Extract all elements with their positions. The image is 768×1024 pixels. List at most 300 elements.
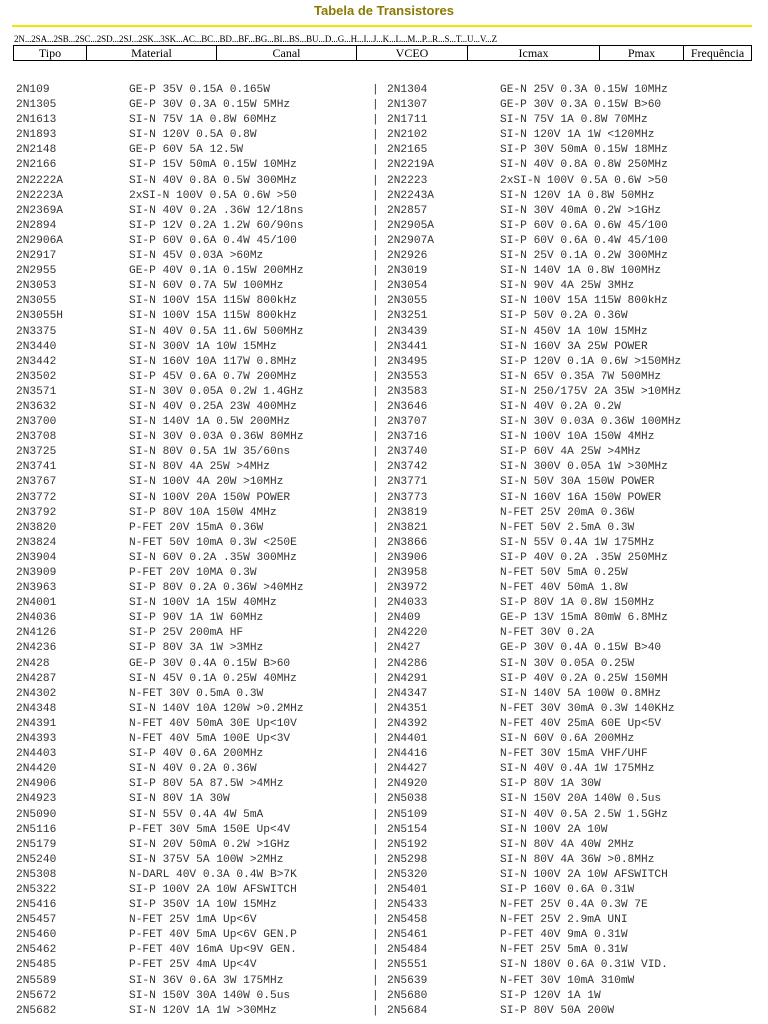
transistor-type-left: 2N3055H — [16, 310, 63, 323]
nav-link-2sd[interactable]: 2SD — [96, 34, 113, 44]
column-divider: | — [372, 612, 379, 625]
transistor-specs-left: SI-N 100V 1A 15W 40MHz — [129, 597, 277, 610]
table-row — [16, 551, 756, 566]
transistor-type-right: 2N4401 — [387, 733, 428, 746]
table-row — [16, 400, 756, 415]
transistor-specs-right: SI-P 40V 0.2A .35W 250MHz — [500, 551, 668, 564]
transistor-type-left: 2N3909 — [16, 567, 57, 579]
transistor-type-left: 2N4287 — [16, 672, 57, 685]
nav-link-2sb[interactable]: 2SB — [53, 34, 69, 44]
transistor-type-left: 2N4403 — [16, 748, 57, 761]
column-divider: | — [372, 959, 379, 972]
table-row — [16, 717, 756, 732]
transistor-type-left: 2N4420 — [16, 763, 57, 776]
nav-separator: ... — [400, 34, 408, 44]
transistor-specs-left: P-FET 40V 16mA Up<9V GEN. — [129, 944, 297, 957]
table-row — [16, 868, 756, 883]
nav-separator: ... — [318, 34, 325, 44]
transistor-type-left: 2N5589 — [16, 974, 57, 987]
nav-link-h[interactable]: H — [350, 34, 357, 44]
transistor-type-left: 2N5485 — [16, 959, 57, 972]
transistor-specs-right: N-FET 50V 5mA 0.25W — [500, 567, 628, 579]
table-row — [16, 325, 756, 340]
transistor-type-right: 2N5109 — [387, 808, 428, 821]
column-divider: | — [372, 944, 379, 957]
nav-separator: ... — [153, 34, 161, 44]
table-row — [16, 158, 756, 173]
nav-separator: ... — [213, 34, 220, 44]
nav-link-2sk[interactable]: 2SK — [138, 34, 154, 44]
transistor-type-right: 2N5684 — [387, 1004, 428, 1017]
transistor-type-right: 2N5639 — [387, 974, 428, 987]
transistor-type-left: 2N4126 — [16, 627, 57, 640]
transistor-specs-left: SI-N 150V 30A 140W 0.5us — [129, 989, 291, 1002]
transistor-specs-right: SI-N 120V 1A 0.8W 50MHz — [500, 189, 655, 202]
transistor-specs-right: SI-N 65V 0.35A 7W 500MHz — [500, 370, 662, 383]
transistor-specs-right: N-FET 30V 15mA VHF/UHF — [500, 748, 648, 761]
transistor-type-right: 2N2219A — [387, 159, 434, 172]
column-divider: | — [372, 189, 379, 202]
transistor-specs-right: GE-P 30V 0.3A 0.15W B>60 — [500, 99, 662, 112]
column-divider: | — [372, 868, 379, 881]
nav-link-d[interactable]: D — [324, 34, 332, 44]
column-divider: | — [372, 325, 379, 338]
transistor-type-right: 2N3055 — [387, 295, 428, 308]
nav-link-p[interactable]: P — [421, 34, 426, 44]
table-row — [16, 249, 756, 264]
transistor-type-right: 2N3906 — [387, 551, 428, 564]
column-divider: | — [372, 733, 379, 746]
transistor-type-right: 2N2243A — [387, 189, 434, 202]
column-divider: | — [372, 234, 379, 247]
column-divider: | — [372, 536, 379, 549]
transistor-specs-left: SI-N 40V 0.25A 23W 400MHz — [129, 400, 297, 413]
column-divider: | — [372, 461, 379, 474]
transistor-type-left: 2N2894 — [16, 219, 57, 232]
table-row — [16, 974, 756, 989]
table-row — [16, 808, 756, 823]
table-row — [16, 279, 756, 294]
table-row — [16, 672, 756, 687]
transistor-specs-right: SI-N 30V 40mA 0.2W >1GHz — [500, 204, 662, 217]
transistor-type-left: 2N3053 — [16, 280, 57, 293]
transistor-specs-right: SI-N 120V 1A 1W <120MHz — [500, 129, 655, 142]
nav-link-2n[interactable]: 2N — [14, 34, 25, 44]
nav-link-m[interactable]: M — [407, 34, 416, 44]
nav-separator: ... — [24, 34, 32, 44]
transistor-specs-left: SI-N 45V 0.1A 0.25W 40MHz — [129, 672, 297, 685]
transistor-specs-left: SI-N 100V 20A 150W POWER — [129, 491, 291, 504]
transistor-specs-right: SI-N 80V 4A 36W >0.8MHz — [500, 853, 655, 866]
column-divider: | — [372, 204, 379, 217]
transistor-type-right: 2N3646 — [387, 400, 428, 413]
transistor-specs-right: SI-P 40V 0.2A 0.25W 150MH — [500, 672, 668, 685]
transistor-specs-right: N-FET 25V 5mA 0.31W — [500, 944, 628, 957]
column-divider: | — [372, 355, 379, 368]
transistor-type-left: 2N5682 — [16, 1004, 57, 1017]
transistor-type-right: 2N3740 — [387, 446, 428, 459]
transistor-type-left: 2N1305 — [16, 99, 57, 112]
nav-separator: ... — [344, 34, 351, 44]
nav-separator: ... — [485, 34, 492, 44]
table-row — [16, 823, 756, 838]
transistor-type-right: 2N3553 — [387, 370, 428, 383]
transistor-specs-right: SI-N 300V 0.05A 1W >30MHz — [500, 461, 668, 474]
transistor-type-right: 2N4351 — [387, 702, 428, 715]
table-row — [16, 415, 756, 430]
transistor-specs-right: SI-N 55V 0.4A 1W 175MHz — [500, 536, 655, 549]
column-divider: | — [372, 974, 379, 987]
transistor-type-left: 2N4236 — [16, 642, 57, 655]
transistor-specs-left: N-FET 40V 50mA 30E Up<10V — [129, 717, 297, 730]
transistor-specs-right: SI-N 30V 0.05A 0.25W — [500, 657, 635, 670]
transistor-specs-right: SI-N 160V 16A 150W POWER — [500, 491, 662, 504]
nav-link-2sc[interactable]: 2SC — [75, 34, 91, 44]
nav-separator: ... — [282, 34, 289, 44]
table-row — [16, 491, 756, 506]
nav-separator: ... — [366, 34, 373, 44]
title-underline — [12, 25, 752, 27]
transistor-type-left: 2N3442 — [16, 355, 57, 368]
transistor-specs-right: SI-N 160V 3A 25W POWER — [500, 340, 648, 353]
transistor-specs-left: SI-N 300V 1A 10W 15MHz — [129, 340, 277, 353]
column-divider: | — [372, 174, 379, 187]
column-divider: | — [372, 823, 379, 836]
transistor-specs-right: SI-P 80V 1A 30W — [500, 778, 601, 791]
nav-link-bg[interactable]: BG — [254, 34, 268, 44]
transistor-specs-left: SI-N 45V 0.03A >60Mz — [129, 250, 264, 263]
transistor-type-left: 2N5090 — [16, 808, 57, 821]
nav-separator: ... — [68, 34, 76, 44]
nav-link-u[interactable]: U — [467, 34, 474, 44]
header-tipo: Tipo — [14, 46, 87, 60]
transistor-specs-right: GE-P 13V 15mA 80mW 6.8MHz — [500, 612, 668, 625]
transistor-specs-right: SI-P 50V 0.2A 0.36W — [500, 310, 628, 323]
transistor-type-right: 2N2165 — [387, 144, 428, 157]
nav-link-bd[interactable]: BD — [219, 34, 232, 44]
transistor-type-left: 2N109 — [16, 84, 50, 96]
table-row — [16, 687, 756, 702]
transistor-type-right: 2N4416 — [387, 748, 428, 761]
transistor-type-left: 2N3725 — [16, 446, 57, 459]
column-divider: | — [372, 295, 379, 308]
transistor-type-left: 2N5116 — [16, 823, 57, 836]
table-row — [16, 747, 756, 762]
nav-link-k[interactable]: K — [382, 34, 390, 44]
transistor-specs-right: SI-P 120V 0.1A 0.6W >150MHz — [500, 355, 682, 368]
transistor-type-right: 2N5038 — [387, 793, 428, 806]
transistor-specs-left: SI-N 40V 0.2A 0.36W — [129, 763, 257, 776]
column-divider: | — [372, 763, 379, 776]
transistor-type-right: 2N3251 — [387, 310, 428, 323]
column-divider: | — [372, 702, 379, 715]
transistor-specs-right: SI-N 40V 0.8A 0.8W 250MHz — [500, 159, 668, 172]
nav-link-j[interactable]: J — [372, 34, 377, 44]
table-row — [16, 340, 756, 355]
column-divider: | — [372, 808, 379, 821]
transistor-type-left: 2N3571 — [16, 385, 57, 398]
table-row — [16, 883, 756, 898]
transistor-specs-right: SI-N 80V 4A 40W 2MHz — [500, 838, 635, 851]
transistor-specs-right: 2xSI-N 100V 0.5A 0.6W >50 — [500, 174, 668, 187]
nav-separator: ... — [389, 34, 396, 44]
transistor-type-right: 2N2223 — [387, 174, 428, 187]
column-divider: | — [372, 597, 379, 610]
transistor-type-left: 2N3963 — [16, 582, 57, 595]
table-row — [16, 309, 756, 324]
transistor-specs-left: SI-N 40V 0.5A 11.6W 500MHz — [129, 325, 304, 338]
column-divider: | — [372, 506, 379, 519]
transistor-type-right: 2N5192 — [387, 838, 428, 851]
transistor-type-left: 2N5416 — [16, 899, 57, 912]
transistor-specs-right: SI-N 40V 0.2A 0.2W — [500, 400, 621, 413]
table-row — [16, 566, 756, 581]
table-row — [16, 581, 756, 596]
nav-link-bs[interactable]: BS — [288, 34, 300, 44]
column-divider: | — [372, 551, 379, 564]
transistor-type-left: 2N3767 — [16, 476, 57, 489]
table-row — [16, 732, 756, 747]
nav-separator: ... — [90, 34, 97, 44]
transistor-type-left: 2N4906 — [16, 778, 57, 791]
transistor-type-right: 2N4220 — [387, 627, 428, 640]
nav-separator: ... — [449, 34, 456, 44]
header-material: Material — [87, 46, 217, 60]
nav-link-bi[interactable]: BI — [273, 34, 283, 44]
transistor-type-left: 2N3502 — [16, 370, 57, 383]
nav-link-2sj[interactable]: 2SJ — [118, 34, 132, 44]
transistor-specs-left: SI-N 100V 15A 115W 800kHz — [129, 310, 297, 323]
table-row — [16, 611, 756, 626]
column-divider: | — [372, 642, 379, 655]
transistor-specs-left: SI-N 40V 0.2A .36W 12/18ns — [129, 204, 304, 217]
transistor-type-left: 2N3820 — [16, 521, 57, 534]
transistor-type-left: 2N4348 — [16, 702, 57, 715]
transistor-specs-right: SI-N 60V 0.6A 200MHz — [500, 733, 635, 746]
page-title: Tabela de Transistores — [314, 3, 454, 18]
transistor-specs-right: N-FET 40V 25mA 60E Up<5V — [500, 717, 662, 730]
column-divider: | — [372, 400, 379, 413]
transistor-specs-left: SI-N 60V 0.2A .35W 300MHz — [129, 551, 297, 564]
transistor-type-left: 2N2148 — [16, 144, 57, 157]
transistor-specs-right: SI-P 30V 50mA 0.15W 18MHz — [500, 144, 668, 157]
nav-link-i[interactable]: I — [363, 34, 367, 44]
transistor-specs-right: SI-N 180V 0.6A 0.31W VID. — [500, 959, 668, 972]
nav-separator: ... — [415, 34, 422, 44]
transistor-type-right: 2N3441 — [387, 340, 428, 353]
transistor-type-right: 2N1307 — [387, 99, 428, 112]
transistor-specs-left: SI-N 140V 10A 120W >0.2MHz — [129, 702, 304, 715]
column-divider: | — [372, 431, 379, 444]
transistor-type-left: 2N5460 — [16, 929, 57, 942]
transistor-table-body — [16, 83, 756, 1019]
transistor-type-right: 2N3771 — [387, 476, 428, 489]
column-divider: | — [372, 853, 379, 866]
transistor-specs-right: N-FET 25V 2.9mA UNI — [500, 914, 628, 927]
header-frequencia: Frequência — [690, 46, 745, 60]
table-row — [16, 913, 756, 928]
transistor-specs-right: SI-N 90V 4A 25W 3MHz — [500, 280, 635, 293]
transistor-specs-left: SI-P 350V 1A 10W 15MHz — [129, 899, 277, 912]
transistor-type-right: 2N427 — [387, 642, 421, 655]
transistor-specs-right: N-FET 30V 30mA 0.3W 140KHz — [500, 702, 675, 715]
transistor-specs-right: SI-N 450V 1A 10W 15MHz — [500, 325, 648, 338]
transistor-type-left: 2N4036 — [16, 612, 57, 625]
table-row — [16, 234, 756, 249]
transistor-specs-left: N-FET 30V 0.5mA 0.3W — [129, 687, 264, 700]
column-divider: | — [372, 929, 379, 942]
nav-separator: ... — [267, 34, 274, 44]
nav-link-s[interactable]: S — [444, 34, 450, 44]
transistor-type-left: 2N2222A — [16, 174, 63, 187]
transistor-specs-left: SI-N 100V 4A 20W >10MHz — [129, 476, 284, 489]
nav-separator: ... — [473, 34, 480, 44]
transistor-type-left: 2N2917 — [16, 250, 57, 263]
transistor-specs-right: SI-N 40V 0.4A 1W 175MHz — [500, 763, 655, 776]
transistor-type-left: 2N3772 — [16, 491, 57, 504]
transistor-specs-left: SI-P 100V 2A 10W AFSWITCH — [129, 883, 297, 896]
prefix-navigation-bar — [14, 34, 754, 44]
table-row — [16, 98, 756, 113]
column-divider: | — [372, 491, 379, 504]
column-divider: | — [372, 627, 379, 640]
transistor-type-left: 2N3824 — [16, 536, 57, 549]
transistor-type-right: 2N5680 — [387, 989, 428, 1002]
table-row — [16, 657, 756, 672]
transistor-type-right: 2N4286 — [387, 657, 428, 670]
nav-link-ac[interactable]: AC — [182, 34, 195, 44]
transistor-type-left: 2N5308 — [16, 868, 57, 881]
transistor-type-left: 2N4302 — [16, 687, 57, 700]
column-divider: | — [372, 567, 379, 579]
nav-link-g[interactable]: G — [337, 34, 345, 44]
transistor-specs-left: SI-N 80V 0.5A 1W 35/60ns — [129, 446, 291, 459]
transistor-type-left: 2N4001 — [16, 597, 57, 610]
nav-link-bu[interactable]: BU — [306, 34, 319, 44]
transistor-type-right: 2N5401 — [387, 883, 428, 896]
transistor-specs-left: SI-N 40V 0.8A 0.5W 300MHz — [129, 174, 297, 187]
nav-link-t[interactable]: T — [455, 34, 461, 44]
transistor-type-right: 2N3866 — [387, 536, 428, 549]
table-row — [16, 355, 756, 370]
table-row — [16, 838, 756, 853]
table-row — [16, 702, 756, 717]
nav-link-z[interactable]: Z — [491, 34, 497, 44]
table-row — [16, 83, 756, 98]
transistor-specs-right: SI-P 60V 0.6A 0.4W 45/100 — [500, 234, 668, 247]
transistor-specs-right: N-FET 50V 2.5mA 0.3W — [500, 521, 635, 534]
transistor-type-right: 2N3742 — [387, 461, 428, 474]
nav-link-r[interactable]: R — [432, 34, 439, 44]
column-divider: | — [372, 778, 379, 791]
transistor-type-right: 2N2102 — [387, 129, 428, 142]
transistor-type-right: 2N3019 — [387, 265, 428, 278]
table-row — [16, 943, 756, 958]
nav-separator: ... — [131, 34, 139, 44]
transistor-specs-left: N-DARL 40V 0.3A 0.4W B>7K — [129, 868, 297, 881]
transistor-type-left: 2N4391 — [16, 717, 57, 730]
column-divider: | — [372, 385, 379, 398]
table-row — [16, 294, 756, 309]
nav-separator: ... — [425, 34, 433, 44]
nav-link-bc[interactable]: BC — [201, 34, 214, 44]
transistor-type-left: 2N2955 — [16, 265, 57, 278]
transistor-type-right: 2N5461 — [387, 929, 428, 942]
transistor-specs-right: SI-N 140V 5A 100W 0.8MHz — [500, 687, 662, 700]
transistor-specs-right: SI-N 140V 1A 0.8W 100MHz — [500, 265, 662, 278]
nav-separator: ... — [331, 34, 338, 44]
nav-link-2sa[interactable]: 2SA — [31, 34, 47, 44]
column-divider: | — [372, 657, 379, 670]
transistor-specs-left: SI-P 40V 0.6A 200MHz — [129, 748, 264, 761]
nav-link-l[interactable]: L — [395, 34, 401, 44]
transistor-specs-right: SI-P 80V 1A 0.8W 150MHz — [500, 597, 655, 610]
transistor-specs-left: SI-N 30V 0.05A 0.2W 1.4GHz — [129, 385, 304, 398]
nav-separator: ... — [438, 34, 445, 44]
header-icmax: Icmax — [468, 46, 600, 60]
transistor-specs-left: SI-P 80V 3A 1W >3MHz — [129, 642, 264, 655]
table-row — [16, 898, 756, 913]
column-divider: | — [372, 521, 379, 534]
table-row — [16, 596, 756, 611]
nav-separator: ... — [376, 34, 383, 44]
transistor-specs-left: P-FET 25V 4mA Up<4V — [129, 959, 257, 972]
nav-link-bf[interactable]: BF — [238, 34, 249, 44]
transistor-type-right: 2N3495 — [387, 355, 428, 368]
transistor-type-right: 2N5433 — [387, 899, 428, 912]
table-row — [16, 385, 756, 400]
table-row — [16, 445, 756, 460]
transistor-specs-left: SI-N 60V 0.7A 5W 100MHz — [129, 280, 284, 293]
transistor-type-right: 2N5458 — [387, 914, 428, 927]
transistor-specs-right: P-FET 40V 9mA 0.31W — [500, 929, 628, 942]
transistor-specs-left: SI-N 100V 15A 115W 800kHz — [129, 295, 297, 308]
nav-link-v[interactable]: V — [479, 34, 486, 44]
column-divider: | — [372, 99, 379, 112]
transistor-type-left: 2N1893 — [16, 129, 57, 142]
transistor-specs-right: N-FET 30V 10mA 310mW — [500, 974, 635, 987]
header-canal: Canal — [217, 46, 357, 60]
transistor-specs-right: SI-N 100V 2A 10W AFSWITCH — [500, 868, 668, 881]
nav-separator: ... — [299, 34, 307, 44]
table-row — [16, 641, 756, 656]
column-divider: | — [372, 838, 379, 851]
transistor-type-left: 2N5240 — [16, 853, 57, 866]
nav-link-3sk[interactable]: 3SK — [160, 34, 177, 44]
table-row — [16, 989, 756, 1004]
transistor-type-left: 2N3904 — [16, 551, 57, 564]
transistor-specs-left: P-FET 20V 10MA 0.3W — [129, 567, 257, 579]
transistor-specs-left: SI-N 80V 1A 30W — [129, 793, 230, 806]
transistor-specs-right: SI-N 150V 20A 140W 0.5us — [500, 793, 662, 806]
transistor-type-right: 2N2907A — [387, 234, 434, 247]
table-row — [16, 777, 756, 792]
column-divider: | — [372, 446, 379, 459]
transistor-type-right: 2N2926 — [387, 250, 428, 263]
transistor-type-right: 2N1304 — [387, 84, 428, 96]
column-divider: | — [372, 748, 379, 761]
transistor-specs-left: SI-P 25V 200mA HF — [129, 627, 244, 640]
table-row — [16, 143, 756, 158]
transistor-specs-right: SI-N 40V 0.5A 2.5W 1.5GHz — [500, 808, 668, 821]
transistor-specs-right: SI-N 25V 0.1A 0.2W 300MHz — [500, 250, 668, 263]
nav-separator: ... — [248, 34, 255, 44]
nav-separator: ... — [357, 34, 364, 44]
transistor-specs-left: N-FET 25V 1mA Up<6V — [129, 914, 257, 927]
nav-separator: ... — [112, 34, 119, 44]
column-divider: | — [372, 883, 379, 896]
transistor-type-left: 2N2906A — [16, 234, 63, 247]
